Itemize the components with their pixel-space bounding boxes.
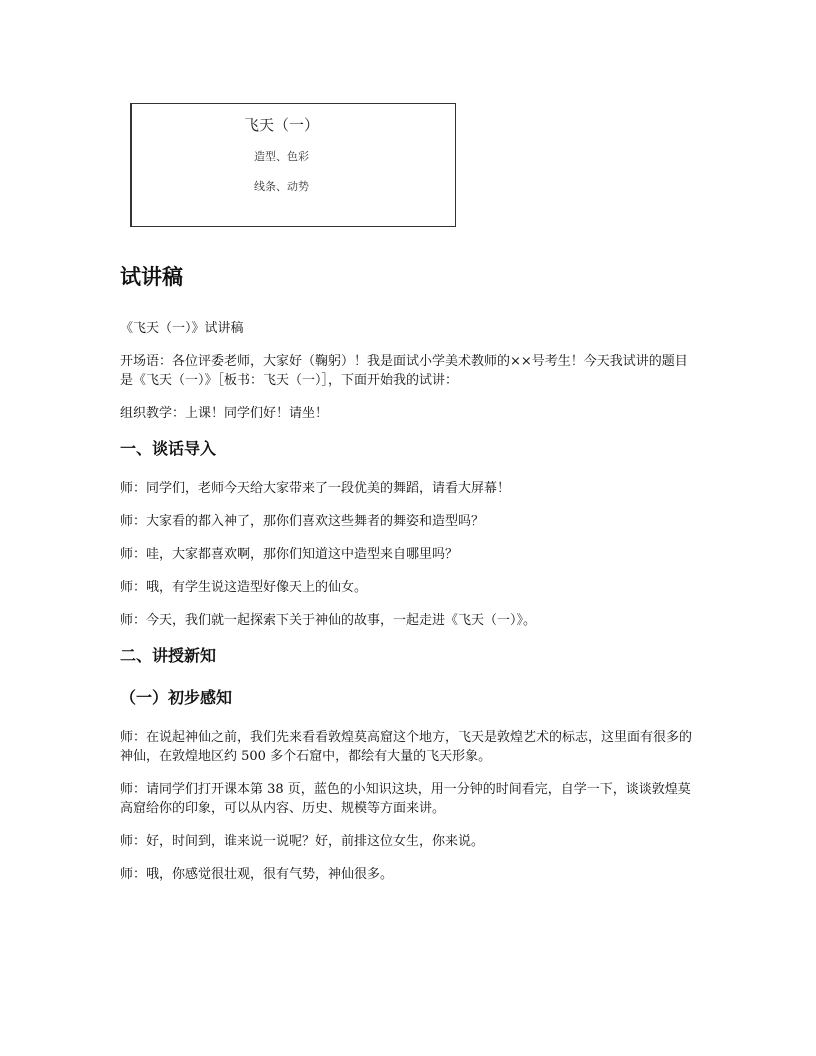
board-line-2: 线条、动势 [254,180,309,193]
section1-paragraph: 师：哇，大家都喜欢啊，那你们知道这中造型来自哪里吗？ [120,547,459,562]
document-body [120,262,700,898]
blackboard-box [130,103,456,227]
subsection1-paragraph: 师：好，时间到，谁来说一说呢？好，前排这位女生，你来说。 [120,834,485,849]
section2-title: 二、讲授新知 [120,646,217,665]
subsection1-title: （一）初步感知 [120,688,233,707]
subsection1-paragraph: 师：在说起神仙之前，我们先来看看敦煌莫高窟这个地方，飞天是敦煌艺术的标志，这里面有很多的神仙，在敦煌地区约 500 多个石窟中，都绘有大量的飞天形象。 [120,730,693,764]
section1-paragraph: 师：哦，有学生说这造型好像天上的仙女。 [120,580,368,595]
board-title: 飞天（一） [244,116,320,134]
subsection1-paragraph: 师：哦，你感觉很壮观，很有气势，神仙很多。 [120,867,394,882]
organize-paragraph: 组织教学：上课！同学们好！请坐！ [120,406,329,421]
section1-paragraph: 师：今天，我们就一起探索下关于神仙的故事，一起走进《飞天（一）》。 [120,613,537,628]
opening-paragraph: 开场语：各位评委老师，大家好（鞠躬）！我是面试小学美术教师的××号考生！今天我试讲的题目是《飞天（一）》［板书：飞天（一）］，下面开始我的试讲： [120,354,688,388]
section1-paragraph: 师：同学们，老师今天给大家带来了一段优美的舞蹈，请看大屏幕！ [120,481,511,496]
subsection1-paragraph: 师：请同学们打开课本第 38 页，蓝色的小知识这块，用一分钟的时间看完，自学一下，谈谈敦煌莫高窟给你的印象，可以从内容、历史、规模等方面来讲。 [120,782,691,816]
section1-paragraph: 师：大家看的都入神了，那你们喜欢这些舞者的舞姿和造型吗？ [120,514,485,529]
board-line-1: 造型、色彩 [254,150,309,163]
document-subtitle: 《飞天（一）》试讲稿 [120,321,244,336]
section1-title: 一、谈话导入 [120,439,217,458]
document-heading: 试讲稿 [120,265,183,289]
